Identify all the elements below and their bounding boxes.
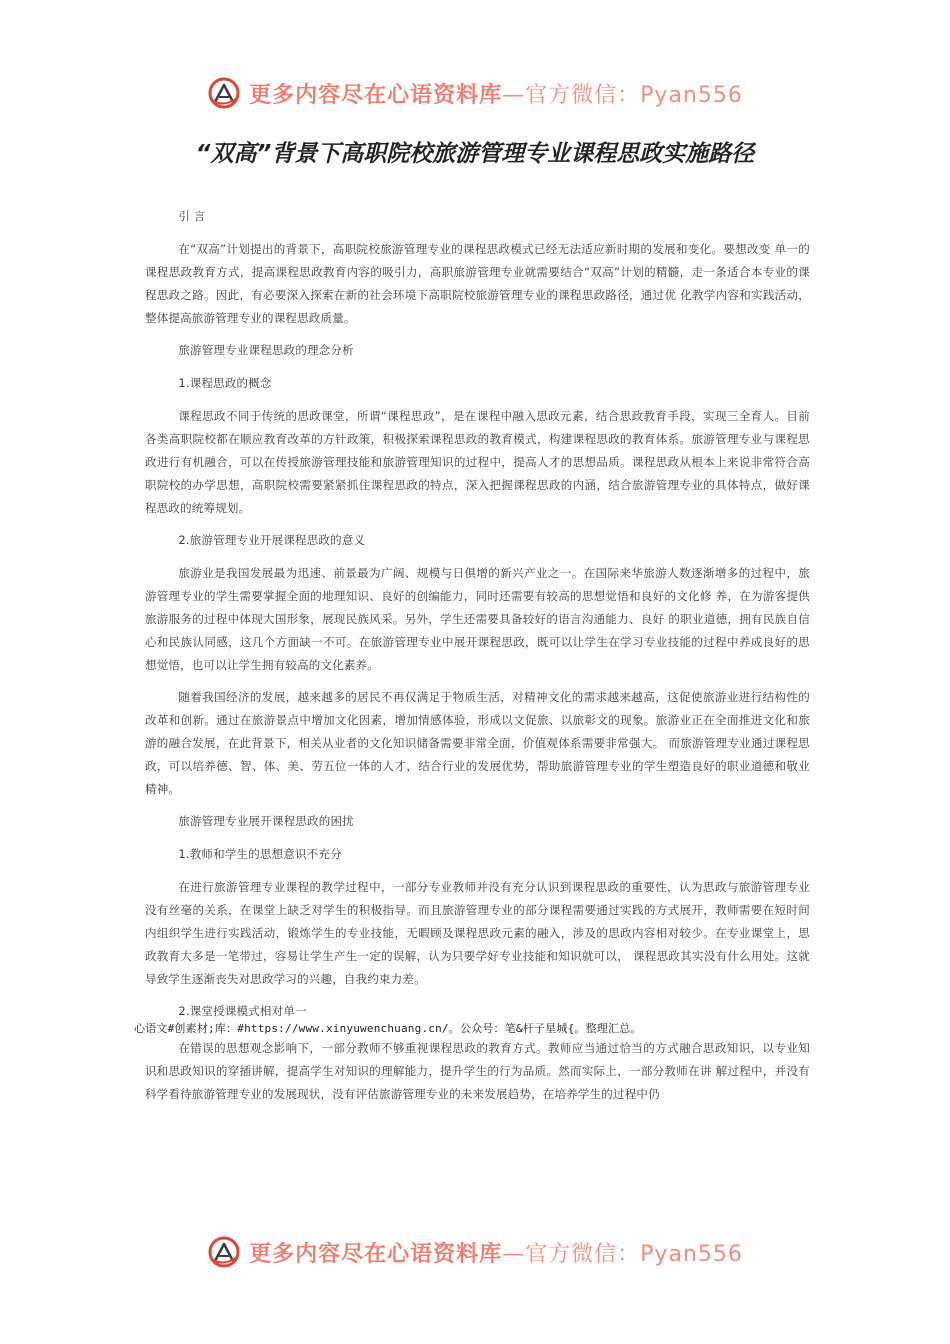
paragraph: 随着我国经济的发展，越来越多的居民不再仅满足于物质生活，对精神文化的需求越来越高，这促使旅游业进行结构性的改革和创新。通过在旅游景点中增加文化因素，增加情感体验，形成以文促旅、以旅彰文的现象。旅游业正在全面推进文化和旅游的融合发展，在此背景下，相关从业者的文化知识储备需要非常全面，价值观体系需要非常强大。 而旅游管理专业通过课程思政，可以培养德、智、体、美、劳五位一体的人才，结合行业的发展优势，帮助旅游管理专业的学生塑造良好的职业道德和敬业精神。 bbox=[145, 690, 810, 796]
section-heading: 旅游管理专业课程思政的理念分析 bbox=[178, 343, 354, 357]
paragraph: 旅游业是我国发展最为迅速、前景最为广阔、规模与日俱增的新兴产业之一。在国际来华旅游人数逐渐增多的过程中，旅游管理专业的学生需要掌握全面的地理知识、良好的创编能力，同时还需要有较高的思想觉悟和良好的文化修 养，在为游客提供旅游服务的过程中体现大国形象，展现民族风采。另外，学生还需要具备较好的语言沟通能力、良好 的职业道德，拥有民族自信心和民族认同感，这几个方面缺一不可。在旅游管理专业中展开课程思政，既可以让学生在学习专业技能的过程中养成良好的思想觉悟，也可以让学生拥有较高的文化素养。 bbox=[145, 566, 810, 672]
subsection-heading: 2.旅游管理专业开展课程思政的意义 bbox=[178, 533, 366, 547]
header-watermark-banner bbox=[0, 73, 950, 113]
document-body bbox=[134, 205, 810, 1115]
section-intro-heading: 引 言 bbox=[178, 209, 206, 223]
banner-wechat-text: —官方微信：Pyan556 bbox=[502, 82, 743, 108]
section-heading: 旅游管理专业展开课程思政的困扰 bbox=[178, 814, 354, 828]
banner-text bbox=[249, 1237, 743, 1268]
paragraph: 课程思政不同于传统的思政课堂，所谓“课程思政”，是在课程中融入思政元素，结合思政教育手段，实现三全育人。目前各类高职院校都在顺应教育改革的方针政策，积极探索课程思政的教育模式，构建课程思政的教育体系。旅游管理专业与课程思政进行有机融合，可以在传授旅游管理技能和旅游管理知识的过程中，提高人才的思想品质。课程思政从根本上来说非常符合高职院校的办学思想，高职院校需要紧紧抓住课程思政的特点，深入把握课程思政的内涵，结合旅游管理专业的具体特点，做好课程思政的统筹规划。 bbox=[145, 409, 810, 515]
banner-text bbox=[249, 78, 743, 109]
document-title: “双高”背景下高职院校旅游管理专业课程思政实施路径 bbox=[195, 141, 755, 167]
xinyu-logo-icon bbox=[207, 76, 241, 110]
banner-wechat-text: —官方微信：Pyan556 bbox=[502, 1241, 743, 1267]
paragraph: 在进行旅游管理专业课程的教学过程中，一部分专业教师并没有充分认识到课程思政的重要性，认为思政与旅游管理专业没有丝毫的关系，在课堂上缺乏对学生的积极指导。而且旅游管理专业的部分课程需要通过实践的方式展开，教师需要在短时间内组织学生进行实践活动，锻炼学生的专业技能，无暇顾及课程思政元素的融入，涉及的思政内容相对较少。在专业课堂上，思政教育大多是一笔带过，容易让学生产生一定的误解，认为只要学好专业技能和知识就可以， 课程思政其实没有什么用处。这就导致学生逐渐丧失对思政学习的兴趣，自我约束力差。 bbox=[145, 880, 810, 986]
subsection-heading: 1.课程思政的概念 bbox=[178, 376, 272, 390]
footer-watermark-banner bbox=[0, 1232, 950, 1272]
banner-main-text: 更多内容尽在心语资料库 bbox=[249, 1240, 503, 1267]
subsection-heading: 2.课堂授课模式相对单一 bbox=[178, 1004, 307, 1018]
paragraph: 在错误的思想观念影响下，一部分教师不够重视课程思政的教育方式。教师应当通过恰当的方式融合思政知识，以专业知识和思政知识的穿插讲解，提高学生对知识的理解能力，提升学生的行为品质。然而实际上，一部分教师在讲 解过程中，并没有科学看待旅游管理专业的发展现状，没有评估旅游管理专业的未来发展趋势，在培养学生的过程中仍 bbox=[145, 1041, 810, 1101]
paragraph: 在“双高”计划提出的背景下，高职院校旅游管理专业的课程思政模式已经无法适应新时期的发展和变化。要想改变 单一的课程思政教育方式，提高课程思政教育内容的吸引力，高职旅游管理专业就需要结合“双高”计划的精髓，走一条适合本专业的课程思政之路。因此，有必要深入探索在新的社会环境下高职院校旅游管理专业的课程思政路径，通过优 化教学内容和实践活动，整体提高旅游管理专业的课程思政质量。 bbox=[145, 242, 810, 325]
banner-main-text: 更多内容尽在心语资料库 bbox=[249, 81, 503, 108]
subsection-heading: 1.教师和学生的思想意识不充分 bbox=[178, 847, 342, 861]
source-note: 心语文#创素材;库：#https://www.xinyuwenchuang.cn/。公众号：笔&杆子星城{。整理汇总。 bbox=[134, 1022, 642, 1035]
xinyu-logo-icon bbox=[207, 1235, 241, 1269]
